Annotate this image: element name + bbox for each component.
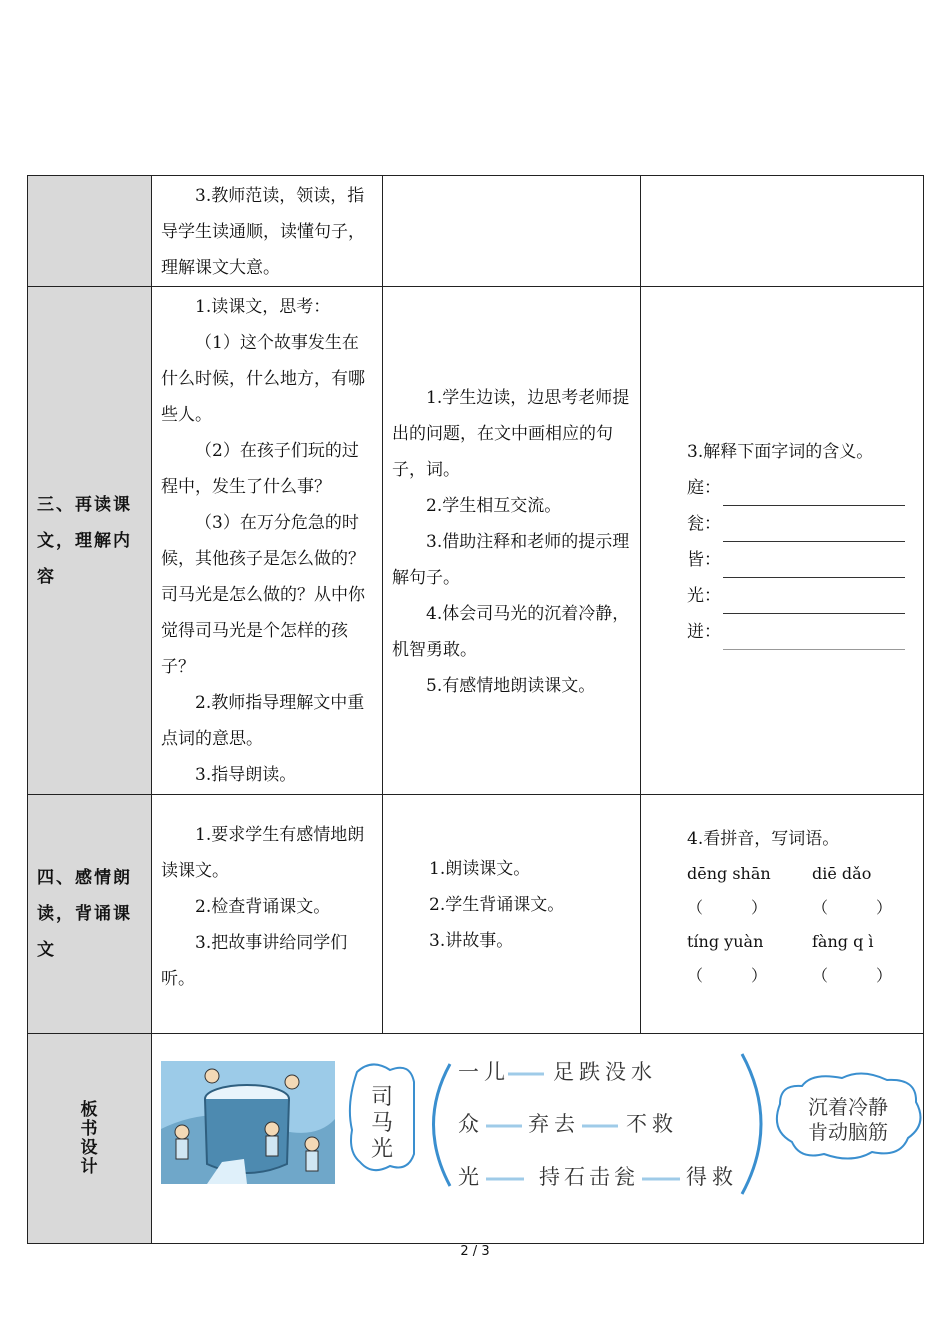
student-text: 5.有感情地朗读课文。 — [426, 675, 596, 696]
row-header — [28, 795, 152, 1034]
teacher-text: 3.把故事讲给同学们听。 — [161, 933, 348, 989]
teacher-text: 2.教师指导理解文中重点词的意思。 — [161, 693, 365, 749]
summary-text: 沉着冷静 — [808, 1095, 888, 1119]
teacher-text: 1.读课文，思考： — [195, 297, 331, 317]
name-char: 司 — [370, 1085, 394, 1110]
student-text: 2.学生相互交流。 — [426, 495, 562, 516]
board-word: 众 — [458, 1112, 479, 1136]
exercise-title: 4.看拼音，写词语。 — [687, 829, 840, 849]
blank-line: 皆： — [687, 542, 915, 578]
teacher-text: （1）这个故事发生在什么时候，什么地方，有哪些人。 — [161, 333, 365, 425]
board-word: 得救 — [686, 1165, 738, 1189]
page-number: 2 / 3 — [460, 1244, 490, 1259]
answer-blank: （ ） — [687, 898, 768, 917]
answer-row — [687, 891, 915, 925]
table-row — [28, 176, 924, 287]
row-header-text: 三、再读课文，理解内容 — [37, 494, 132, 587]
name-char: 光 — [370, 1137, 394, 1162]
sima-guang-illustration — [161, 1061, 335, 1184]
teacher-activity-cell — [152, 287, 383, 795]
student-text: 3.讲故事。 — [429, 931, 514, 951]
board-word: 弃去 — [528, 1112, 580, 1136]
student-text: 4.体会司马光的沉着冷静，机智勇敢。 — [392, 603, 630, 660]
summary-text: 肯动脑筋 — [808, 1120, 888, 1144]
table-row — [28, 795, 924, 1034]
exercise-cell — [641, 795, 924, 1034]
student-text: 3.借助注释和老师的提示理解句子。 — [392, 531, 630, 588]
row-header — [28, 287, 152, 795]
pinyin: diē dǎo — [812, 864, 872, 883]
name-char: 马 — [370, 1111, 394, 1136]
exercise-cell — [641, 287, 924, 795]
board-design — [152, 1034, 922, 1242]
pinyin: tíng yuàn — [687, 932, 764, 951]
board-word: 一儿 — [458, 1060, 510, 1084]
student-activity-cell — [383, 287, 641, 795]
row-header-text: 四、感情朗读，背诵课文 — [37, 868, 132, 960]
pinyin-row — [687, 857, 915, 891]
teacher-text: 1.要求学生有感情地朗读课文。 — [161, 825, 365, 881]
answer-blank: （ ） — [812, 966, 893, 985]
left-bracket — [434, 1064, 451, 1186]
pinyin: dēng shān — [687, 864, 771, 883]
teacher-text: 3.教师范读，领读，指导学生读通顺，读懂句子，理解课文大意。 — [161, 186, 365, 278]
blank-line: 迸： — [687, 614, 915, 650]
teacher-text: （2）在孩子们玩的过程中，发生了什么事？ — [161, 441, 359, 497]
student-activity-cell — [383, 176, 641, 287]
answer-blank: （ ） — [687, 966, 768, 985]
lesson-plan-table — [27, 175, 924, 1244]
blank-line: 庭： — [687, 470, 915, 506]
blank-line: 瓮： — [687, 506, 915, 542]
answer-blank: （ ） — [812, 898, 893, 917]
teacher-text: 2.检查背诵课文。 — [195, 897, 331, 917]
board-word: 不救 — [626, 1112, 678, 1136]
answer-row — [687, 959, 915, 993]
board-word: 光 — [458, 1165, 479, 1189]
board-design-cell — [152, 1034, 924, 1244]
exercise-cell — [641, 176, 924, 287]
teacher-text: 3.指导朗读。 — [195, 765, 297, 785]
table-row — [28, 1034, 924, 1244]
board-word: 足跌没水 — [553, 1060, 657, 1084]
teacher-activity-cell — [152, 795, 383, 1034]
student-activity-cell — [383, 795, 641, 1034]
teacher-activity-cell — [152, 176, 383, 287]
pinyin: fàng q ì — [812, 932, 874, 951]
row-header-empty — [28, 176, 152, 287]
student-text: 2.学生背诵课文。 — [429, 895, 565, 915]
right-bracket — [742, 1054, 761, 1194]
exercise-title: 3.解释下面字词的含义。 — [687, 441, 874, 462]
table-row — [28, 287, 924, 795]
student-text: 1.学生边读，边思考老师提出的问题，在文中画相应的句子，词。 — [392, 387, 630, 480]
student-text: 1.朗读课文。 — [429, 859, 531, 879]
row-header: 板 书 设 计 — [28, 1034, 152, 1244]
pinyin-row — [687, 925, 915, 959]
teacher-text: （3）在万分危急的时候，其他孩子是怎么做的？司马光是怎么做的？从中你觉得司马光是个怎样的孩子？ — [161, 513, 365, 677]
blank-line: 光： — [687, 578, 915, 614]
board-word: 持石击瓮 — [539, 1165, 639, 1189]
